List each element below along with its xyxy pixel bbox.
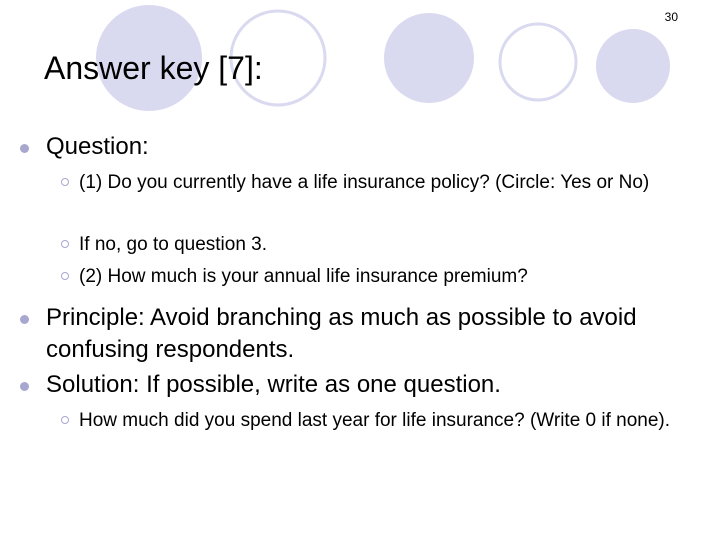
sub-bullet-item xyxy=(79,232,689,257)
bullet-item xyxy=(46,131,706,163)
bullet-item xyxy=(46,302,706,366)
deco-circle xyxy=(384,13,474,103)
bullet-ring-icon xyxy=(61,240,69,248)
bullet-dot-icon xyxy=(20,382,29,391)
sub-bullet-item xyxy=(79,170,689,195)
sub-bullet-text: (2) How much is your annual life insurance premium? xyxy=(79,266,528,287)
slide-title: Answer key [7]: xyxy=(44,50,263,86)
bullet-ring-icon xyxy=(61,178,69,186)
bullet-dot-icon xyxy=(20,144,29,153)
sub-bullet-text: If no, go to question 3. xyxy=(79,234,268,255)
sub-bullet-text: (1) Do you currently have a life insurance policy? (Circle: Yes or No) xyxy=(79,172,650,193)
bullet-item xyxy=(46,369,706,401)
sub-bullet-item xyxy=(79,264,689,289)
deco-circle xyxy=(500,24,576,100)
bullet-ring-icon xyxy=(61,272,69,280)
bullet-text: Solution: If possible, write as one question. xyxy=(46,371,501,398)
bullet-dot-icon xyxy=(20,315,29,324)
page-number: 30 xyxy=(664,10,678,24)
sub-bullet-item xyxy=(79,408,689,433)
bullet-text: Principle: Avoid branching as much as possible to avoid confusing respondents. xyxy=(46,304,637,363)
deco-circle xyxy=(596,29,670,103)
bullet-ring-icon xyxy=(61,416,69,424)
sub-bullet-text: How much did you spend last year for life insurance? (Write 0 if none). xyxy=(79,410,671,431)
bullet-text: Question: xyxy=(46,133,149,160)
